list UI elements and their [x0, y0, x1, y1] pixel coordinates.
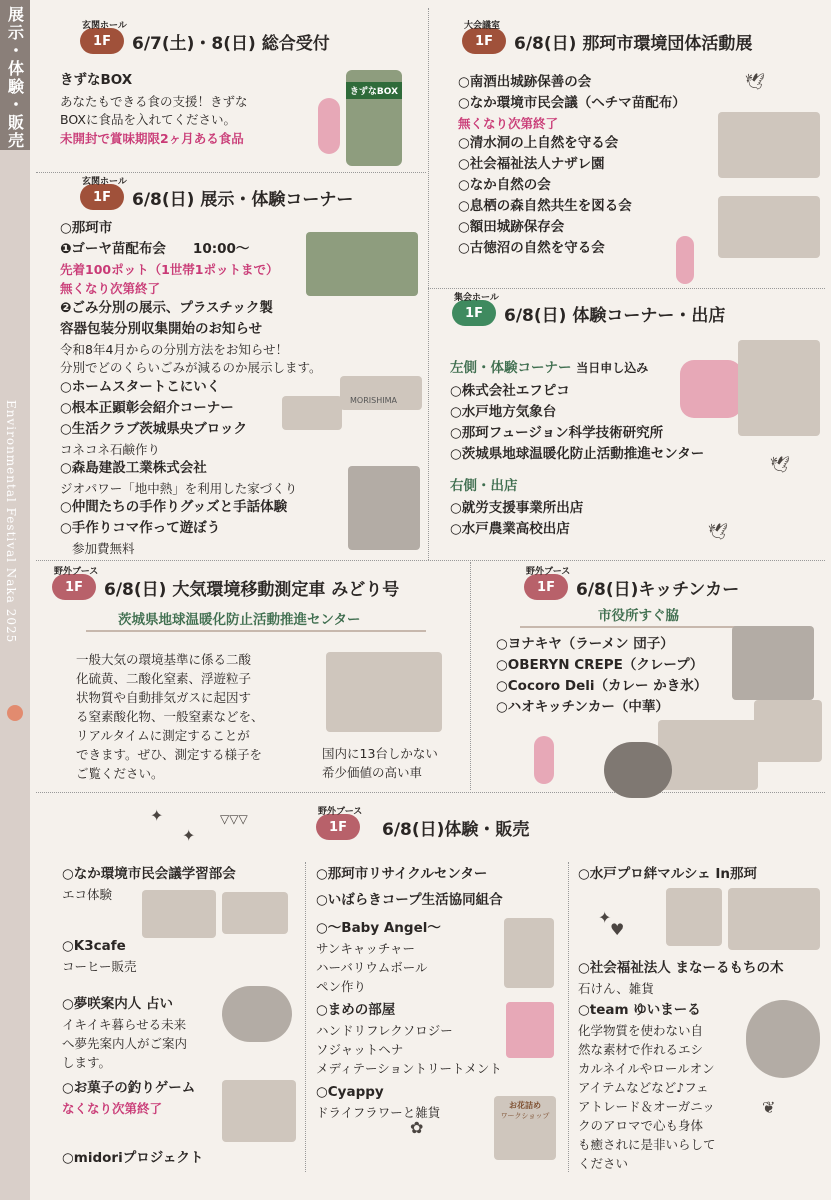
divider — [428, 8, 429, 288]
s2-item2-0: ○清水洞の上自然を守る会 — [458, 135, 619, 151]
divider — [428, 288, 429, 560]
s7-c2-3-d0: ハンドリフレクソロジー — [316, 1023, 453, 1038]
koma-photo — [348, 466, 420, 550]
s4-left-0: ○株式会社エフピコ — [450, 383, 570, 399]
s3-org: ○那珂市 — [60, 220, 113, 236]
divider — [568, 862, 569, 1172]
floor-badge: 玄関ホール 1F — [80, 28, 124, 54]
s4-right-1: ○水戸農業高校出店 — [450, 521, 570, 537]
craft-photo — [282, 396, 342, 430]
food-photo — [604, 742, 672, 798]
kitchencar-photo — [732, 626, 814, 700]
s5-caption2: 希少価値の高い車 — [322, 765, 423, 780]
bag-photo — [680, 360, 742, 418]
s7-c3-2-d5: クのアロマで心も身体 — [578, 1118, 704, 1133]
s7-c3-2-d1: 然な素材で作れるエシ — [578, 1042, 704, 1057]
food-photo — [754, 700, 822, 762]
s7-c2-0: ○那珂市リサイクルセンター — [316, 866, 488, 882]
table-photo — [222, 892, 288, 934]
s2-note: 無くなり次第終了 — [458, 116, 559, 131]
sparkle-icon: ✦ — [182, 826, 196, 845]
sparkle-icon: ✦ — [598, 908, 612, 927]
exhibit-photo — [718, 196, 820, 258]
s7-c1-2-d1: へ夢先案内人がご案内 — [62, 1036, 188, 1051]
s7-title: 6/8(日)体験・販売 — [382, 819, 530, 840]
strawberry-icon: ♥ — [610, 920, 625, 939]
floor-badge: 野外ブース 1F — [52, 574, 96, 600]
s7-c1-3: ○お菓子の釣りゲーム — [62, 1080, 196, 1096]
flower-photo: お花詰め ワークショップ — [494, 1096, 556, 1160]
s4-title: 6/8(日) 体験コーナー・出店 — [504, 305, 726, 326]
s4-left-1: ○水戸地方気象台 — [450, 404, 557, 420]
s3-header — [80, 177, 354, 210]
s5-desc-0: 一般大気の環境基準に係る二酸 — [76, 652, 252, 667]
sparkle-icon: ✦ — [150, 806, 164, 825]
s2-item2-5: ○古徳沼の自然を守る会 — [458, 240, 605, 256]
s7-c2-4: ○Cyappy — [316, 1084, 384, 1100]
s4-header — [452, 293, 726, 326]
s7-c3-2-d0: 化学物質を使わない自 — [578, 1023, 704, 1038]
divider — [470, 562, 471, 790]
floor-badge: 集会ホール 1F — [452, 300, 496, 326]
marche-photo — [666, 888, 722, 946]
floor-badge: 野外ブース 1F — [524, 574, 568, 600]
person-illustration — [318, 98, 340, 154]
s5-title: 6/8(日) 大気環境移動測定車 みどり号 — [104, 579, 400, 600]
pot-icon: ❦ — [762, 1098, 776, 1117]
s1-note: 未開封で賞味期限2ヶ月ある食品 — [60, 131, 244, 146]
s7-c1-1: ○K3cafe — [62, 938, 126, 954]
s2-item2-3: ○息栖の森自然共生を図る会 — [458, 198, 632, 214]
divider — [36, 172, 426, 173]
apple-icon — [7, 705, 23, 721]
s4-left-head: 左側・体験コーナー 当日申し込み — [450, 360, 649, 376]
flower-icon: ✿ — [410, 1118, 424, 1137]
s5-header — [52, 567, 400, 600]
s7-c1-2-d2: します。 — [62, 1055, 112, 1070]
s7-c2-4-d0: ドライフラワーと雑貨 — [316, 1105, 441, 1120]
floor-badge: 野外ブース 1F — [316, 814, 360, 840]
s3-org3: ○根本正顕彰会紹介コーナー — [60, 400, 234, 416]
s7-c1-1-d: コーヒー販売 — [62, 959, 137, 974]
bunting-icon: ▽▽▽ — [220, 812, 248, 826]
s1-header — [80, 21, 330, 54]
s6-sub: 市役所すぐ脇 — [598, 608, 679, 624]
s7-c3-2-d7: ください — [578, 1156, 629, 1171]
game-photo — [222, 1080, 296, 1142]
s1-desc1: あなたもできる食の支援！きずな — [60, 94, 248, 109]
s7-c2-2-d1: ハーバリウムボール — [316, 960, 428, 975]
s3-org5: ○森島建設工業株式会社 — [60, 460, 207, 476]
s3-org6: ○仲間たちの手作りグッズと手話体験 — [60, 499, 288, 515]
s6-item-0: ○ヨナキヤ（ラーメン 団子） — [496, 636, 674, 652]
s3-org4: ○生活クラブ茨城県央ブロック — [60, 421, 248, 437]
exhibit-photo — [718, 112, 820, 178]
divider — [36, 560, 825, 561]
s3-item1-n2: 無くなり次第終了 — [60, 281, 161, 296]
s7-c2-2-d2: ペン作り — [316, 979, 367, 994]
s7-c3-2-d2: カルネイルやロールオン — [578, 1061, 715, 1076]
person-illustration — [534, 736, 554, 784]
s2-item2-2: ○なか自然の会 — [458, 177, 551, 193]
underline — [86, 630, 426, 632]
food-photo — [658, 720, 758, 790]
s3-org2: ○ホームスタートこにいく — [60, 379, 221, 395]
s4-right-0: ○就労支援事業所出店 — [450, 500, 584, 516]
fortune-photo — [222, 986, 292, 1042]
s5-desc-6: ご覧ください。 — [76, 766, 164, 781]
s2-header — [462, 21, 753, 54]
s5-desc-5: できます。ぜひ、測定する様子を — [76, 747, 263, 762]
angel-photo — [504, 918, 554, 988]
divider — [305, 862, 306, 1172]
side-label: 展示・体験・販売 — [0, 0, 30, 150]
s2-item-1: ○なか環境市民会議（ヘチマ苗配布） — [458, 95, 686, 111]
s2-item-0: ○南酒出城跡保善の会 — [458, 74, 592, 90]
s5-desc-4: リアルタイムに測定することが — [76, 728, 250, 743]
s1-item-title: きずなBOX — [60, 72, 133, 88]
truck-photo — [326, 652, 442, 732]
henna-photo — [506, 1002, 554, 1058]
s7-c3-2-d3: アイテムなどなど♪フェ — [578, 1080, 709, 1095]
s3-title: 6/8(日) 展示・体験コーナー — [132, 189, 354, 210]
s5-desc-3: る窒素酸化物、一般窒素などを、 — [76, 709, 264, 724]
s2-title: 6/8(日) 那珂市環境団体活動展 — [514, 33, 753, 54]
bird-icon: 🕊 — [745, 72, 766, 91]
s1-title: 6/7(土)・8(日) 総合受付 — [132, 33, 330, 54]
s4-left-3: ○茨城県地球温暖化防止活動推進センター — [450, 446, 705, 462]
s4-left-2: ○那珂フュージョン科学技術研究所 — [450, 425, 664, 441]
s7-c1-0: ○なか環境市民会議学習部会 — [62, 866, 236, 882]
floor-badge: 大会議室 1F — [462, 28, 506, 54]
s7-c2-3-d1: ソジャットヘナ — [316, 1042, 404, 1057]
s7-c1-2-d0: イキイキ暮らせる未来 — [62, 1017, 187, 1032]
s2-item2-1: ○社会福祉法人ナザレ園 — [458, 156, 605, 172]
s6-item-3: ○ハオキッチンカー（中華） — [496, 699, 669, 715]
s6-title: 6/8(日)キッチンカー — [576, 579, 740, 600]
s7-c2-1: ○いばらきコープ生活協同組合 — [316, 892, 503, 908]
s1-desc2: BOXに食品を入れてください。 — [60, 112, 236, 127]
s3-item1: ❶ゴーヤ苗配布会 10:00〜 — [60, 241, 250, 257]
s7-c2-2-d0: サンキャッチャー — [316, 941, 416, 956]
s7-c1-2: ○夢咲案内人 占い — [62, 996, 173, 1012]
person-illustration — [676, 236, 694, 284]
s4-right-head: 右側・出店 — [450, 478, 518, 494]
divider — [430, 288, 825, 289]
s5-caption1: 国内に13台しかない — [322, 746, 438, 761]
s7-c1-3-note: なくなり次第終了 — [62, 1101, 163, 1116]
s7-c2-3: ○まめの部屋 — [316, 1002, 396, 1018]
s3-item2a: ❷ごみ分別の展示、プラスチック製 — [60, 300, 273, 316]
morishima-photo: MORISHIMA — [340, 376, 422, 410]
s7-c3-0: ○水戸プロ絆マルシェ In那珂 — [578, 866, 758, 882]
bird-icon: 🕊 — [770, 455, 791, 474]
s3-org7: ○手作りコマ作って遊ぼう — [60, 520, 221, 536]
s7-c2-3-d2: メディテーショントリートメント — [316, 1061, 502, 1076]
bird-icon: 🕊 — [708, 522, 729, 541]
eco-photo — [142, 890, 216, 938]
s7-c1-0-d: エコ体験 — [62, 887, 113, 902]
s3-org7-d: 参加費無料 — [72, 541, 135, 556]
s7-c3-1: ○社会福祉法人 まなーるもちの木 — [578, 960, 784, 976]
s3-item2-d1: 令和8年4月からの分別方法をお知らせ！ — [60, 342, 289, 357]
floor-badge: 玄関ホール 1F — [80, 184, 124, 210]
s7-c2-2: ○〜Baby Angel〜 — [316, 920, 441, 936]
s5-desc-1: 化硫黄、二酸化窒素、浮遊粒子 — [76, 671, 252, 686]
s6-item-1: ○OBERYN CREPE（クレープ） — [496, 657, 704, 673]
s7-header — [316, 807, 530, 840]
s3-item2b: 容器包装分別収集開始のお知らせ — [60, 321, 263, 337]
kizuna-box-photo: きずなBOX — [346, 70, 402, 166]
s7-c3-1-d0: 石けん、雑貨 — [578, 981, 654, 996]
s5-desc-2: 状物質や自動排気ガスに起因す — [76, 690, 252, 705]
group-photo — [728, 888, 820, 950]
s7-c3-2: ○team ゆいまーる — [578, 1002, 701, 1018]
s3-org4-d: コネコネ石鹸作り — [60, 442, 161, 457]
s3-item1-n1: 先着100ポット（1世帯1ポットまで） — [60, 262, 279, 277]
s2-item2-4: ○額田城跡保存会 — [458, 219, 565, 235]
s6-header — [524, 567, 740, 600]
s3-org5-d: ジオパワー「地中熱」を利用した家づくり — [60, 481, 298, 496]
s7-c3-2-d4: アトレード＆オーガニッ — [578, 1099, 715, 1114]
s7-c3-2-d6: も癒されに是非いらして — [578, 1137, 716, 1152]
divider — [36, 792, 825, 793]
s3-item2-d2: 分別でどのくらいごみが減るのか展示します。 — [60, 360, 322, 375]
s7-c1-4: ○midoriプロジェクト — [62, 1150, 204, 1166]
goya-photo — [306, 232, 418, 296]
s6-item-2: ○Cocoro Deli（カレー かき氷） — [496, 678, 708, 694]
side-eco-text: Environmental Festival Naka 2025 — [4, 400, 18, 644]
s5-sub: 茨城県地球温暖化防止活動推進センター — [118, 612, 361, 628]
display-photo — [738, 340, 820, 436]
nail-photo — [746, 1000, 820, 1078]
